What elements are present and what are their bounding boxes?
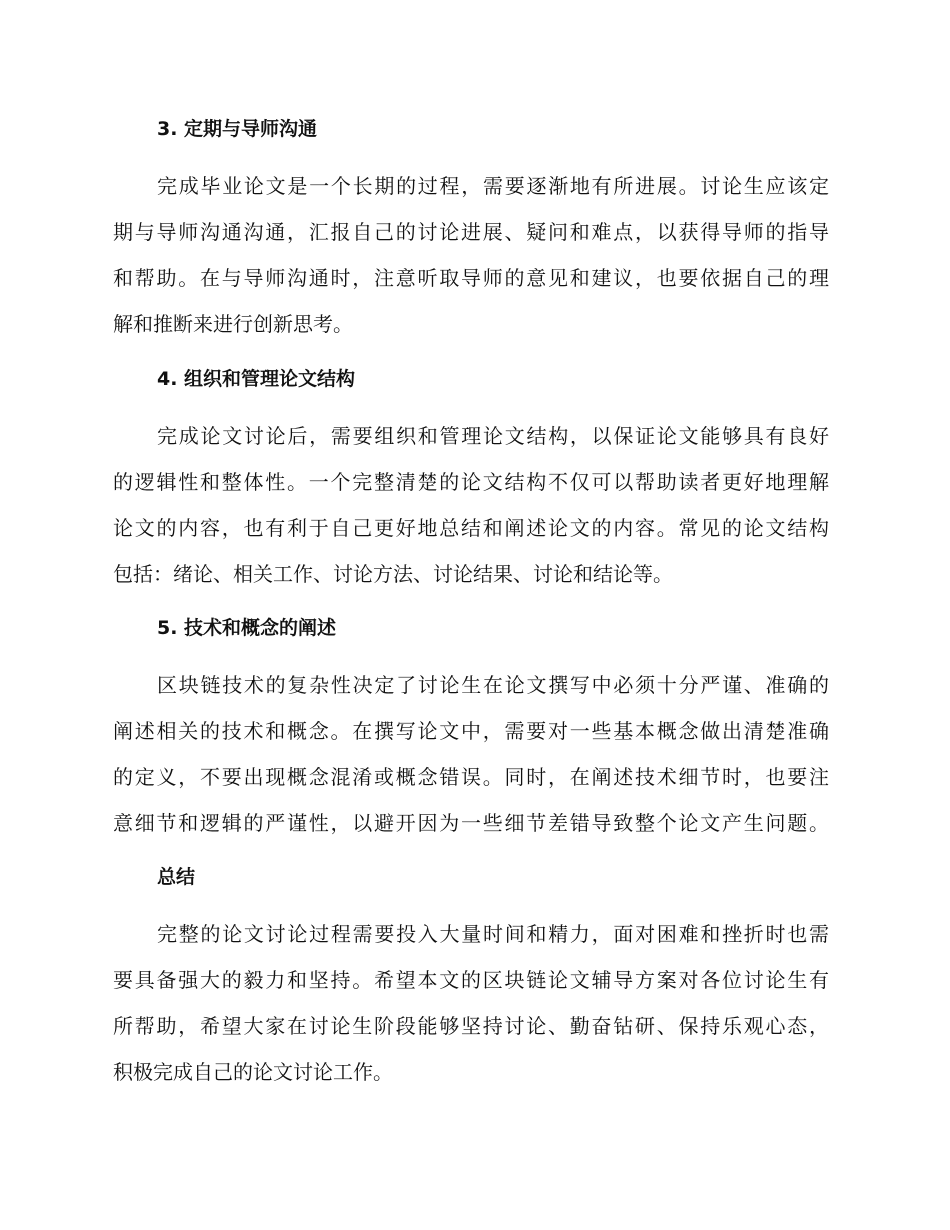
paragraph-line: 区块链技术的复杂性决定了讨论生在论文撰写中必须十分严谨、准确的 [157,673,829,697]
paragraph-line: 完成论文讨论后，需要组织和管理论文结构，以保证论文能够具有良好 [157,424,829,448]
paragraph-line: 期与导师沟通沟通，汇报自己的讨论进展、疑问和难点，以获得导师的指导 [113,220,829,244]
section-paragraph-5 [113,662,829,846]
paragraph-line: 的逻辑性和整体性。一个完整清楚的论文结构不仅可以帮助读者更好地理解 [113,470,829,494]
paragraph-line: 所帮助，希望大家在讨论生阶段能够坚持讨论、勤奋钻研、保持乐观心态， [113,1014,829,1038]
paragraph-line: 论文的内容，也有利于自己更好地总结和阐述论文的内容。常见的论文结构 [113,516,829,540]
paragraph-line: 要具备强大的毅力和坚持。希望本文的区块链论文辅导方案对各位讨论生有 [113,968,829,992]
paragraph-line: 解和推断来进行创新思考。 [113,312,353,336]
paragraph-line: 完整的论文讨论过程需要投入大量时间和精力，面对困难和挫折时也需 [157,922,829,946]
summary-heading: 总结 [157,866,196,888]
paragraph-line: 意细节和逻辑的严谨性，以避开因为一些细节差错导致整个论文产生问题。 [113,811,829,835]
summary-paragraph [113,911,829,1095]
section-heading-4: 4. 组织和管理论文结构 [157,368,356,390]
section-heading-5: 5. 技术和概念的阐述 [157,617,337,639]
paragraph-line: 完成毕业论文是一个长期的过程，需要逐渐地有所进展。讨论生应该定 [157,174,829,198]
paragraph-line: 的定义，不要出现概念混淆或概念错误。同时，在阐述技术细节时，也要注 [113,765,829,789]
section-paragraph-3 [113,163,829,347]
paragraph-line: 积极完成自己的论文讨论工作。 [113,1060,393,1084]
paragraph-line: 包括：绪论、相关工作、讨论方法、讨论结果、讨论和结论等。 [113,562,673,586]
section-paragraph-4 [113,413,829,597]
paragraph-line: 阐述相关的技术和概念。在撰写论文中，需要对一些基本概念做出清楚准确 [113,719,829,743]
paragraph-line: 和帮助。在与导师沟通时，注意听取导师的意见和建议，也要依据自己的理 [113,266,829,290]
section-heading-3: 3. 定期与导师沟通 [157,118,318,140]
